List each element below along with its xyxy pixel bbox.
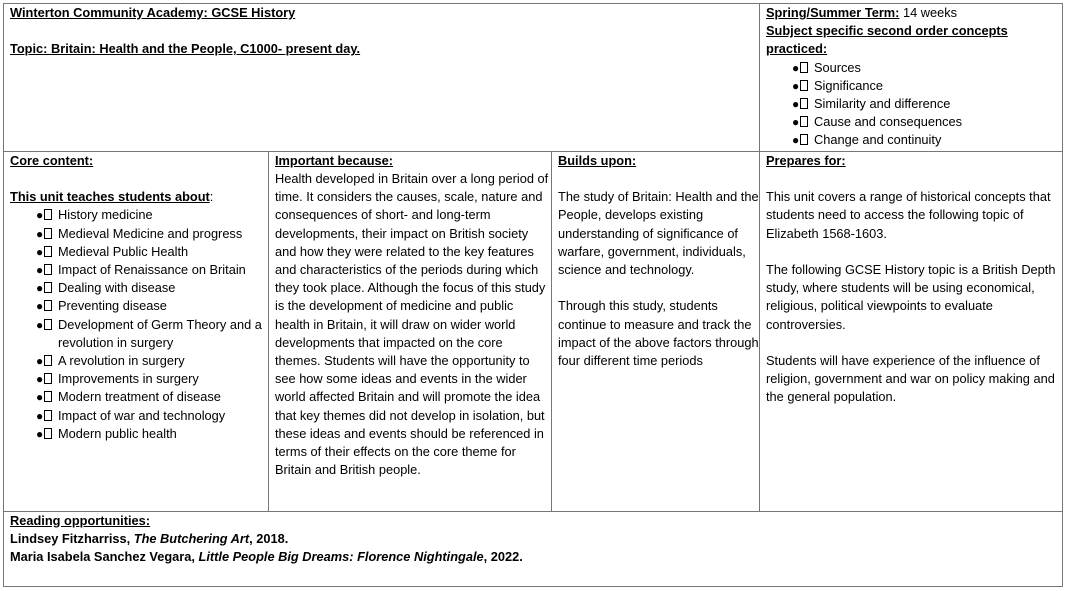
builds-cell (552, 151, 760, 511)
bullet-icon: ● (792, 59, 814, 77)
core-subheading: This unit teaches students about (10, 189, 210, 205)
prepares-paragraph-3: Students will have experience of the influence of religion, government and war on policy making and the general population. (766, 352, 1055, 405)
core-item: ● History medicine (36, 206, 268, 224)
core-item: ● Preventing disease (36, 297, 268, 315)
prepares-paragraph-1: This unit covers a range of historical concepts that students need to access the following topic of Elizabeth 1568-1603. (766, 189, 1051, 241)
important-heading: Important because: (275, 152, 394, 168)
book-title: Little People Big Dreams: Florence Nightingale (198, 549, 484, 564)
important-cell (269, 151, 552, 511)
prepares-paragraph-2: The following GCSE History topic is a British Depth study, where students will be using economical, religious, political viewpoints to evaluate controversies. (766, 261, 1056, 332)
reading-cell (4, 511, 1063, 586)
core-item: ● A revolution in surgery (36, 352, 268, 370)
concepts-list (766, 59, 1062, 150)
topic-title: Topic: Britain: Health and the People, C1000- present day. (10, 41, 361, 57)
bullet-icon: ● (792, 77, 814, 95)
bullet-icon: ● (792, 113, 814, 131)
bullet-icon: ● (36, 261, 58, 279)
core-item: ● Modern treatment of disease (36, 388, 268, 406)
bullet-icon: ● (792, 95, 814, 113)
reading-heading: Reading opportunities: (10, 512, 151, 528)
bullet-icon: ● (36, 279, 58, 297)
core-heading: Core content: (10, 152, 94, 168)
core-item: ● Improvements in surgery (36, 370, 268, 388)
bullet-icon: ● (36, 352, 58, 370)
header-cell (4, 4, 760, 152)
bullet-icon: ● (36, 316, 58, 334)
prepares-heading: Prepares for: (766, 152, 846, 168)
builds-paragraph-2: Through this study, students continue to measure and track the impact of the above factors through four different time periods (558, 298, 759, 368)
core-item: ● Dealing with disease (36, 279, 268, 297)
bullet-icon: ● (36, 297, 58, 315)
builds-heading: Builds upon: (558, 152, 637, 168)
book-title: The Butchering Art (133, 530, 250, 546)
core-item: ● Medieval Public Health (36, 243, 268, 261)
core-item: ● Modern public health (36, 425, 268, 443)
bullet-icon: ● (36, 243, 58, 261)
term-label: Spring/Summer Term: (766, 5, 900, 20)
important-text: Health developed in Britain over a long period of time. It considers the causes, scale, nature and consequences of short- and long-term developments, their impact on British society and how they were related to the key features and characteristics of the periods during which they took place. Although the focus of this study is the development of medicine and public health in Britain, it will draw on wider world developments that impacted on the core themes. Students will have the opportunity to see how some ideas and events in the wider world affected Britain and will promote the idea that key themes did not develop in isolation, but these ideas and events should be referenced in terms of their effects on the core theme for Britain and British people. (275, 170, 549, 478)
core-content-cell (4, 151, 269, 511)
bullet-icon: ● (36, 370, 58, 388)
core-item: ● Impact of Renaissance on Britain (36, 261, 268, 279)
concept-item: ● Similarity and difference (792, 95, 1062, 113)
bullet-icon: ● (36, 225, 58, 243)
concepts-heading: Subject specific second order concepts practiced: (766, 23, 1008, 57)
concept-item: ● Change and continuity (792, 131, 1062, 149)
prepares-cell (760, 151, 1063, 511)
bullet-icon: ● (36, 425, 58, 443)
core-item: ● Development of Germ Theory and a revolution in surgery (36, 316, 262, 350)
bullet-icon: ● (36, 388, 58, 406)
bullet-icon: ● (36, 407, 58, 425)
core-list (10, 206, 268, 443)
core-item: ● Impact of war and technology (36, 407, 268, 425)
school-title: Winterton Community Academy: GCSE History (10, 5, 296, 20)
builds-paragraph-1: The study of Britain: Health and the People, develops existing understanding of significance of warfare, government, individuals, science and technology. (558, 189, 759, 277)
bullet-icon: ● (792, 131, 814, 149)
reading-book: Lindsey Fitzharriss, The Butchering Art, 2018. (10, 530, 289, 546)
term-line (766, 4, 1062, 22)
core-subheading-line: This unit teaches students about: (10, 189, 214, 205)
core-item: ● Medieval Medicine and progress (36, 225, 268, 243)
concept-item: ● Sources (792, 59, 1062, 77)
concept-item: ● Significance (792, 77, 1062, 95)
term-cell (760, 4, 1063, 152)
concept-item: ● Cause and consequences (792, 113, 1062, 131)
term-value: 14 weeks (899, 5, 958, 20)
reading-book: Maria Isabela Sanchez Vegara, Little People Big Dreams: Florence Nightingale, 2022. (10, 549, 523, 564)
curriculum-table (3, 3, 1063, 587)
bullet-icon: ● (36, 206, 58, 224)
